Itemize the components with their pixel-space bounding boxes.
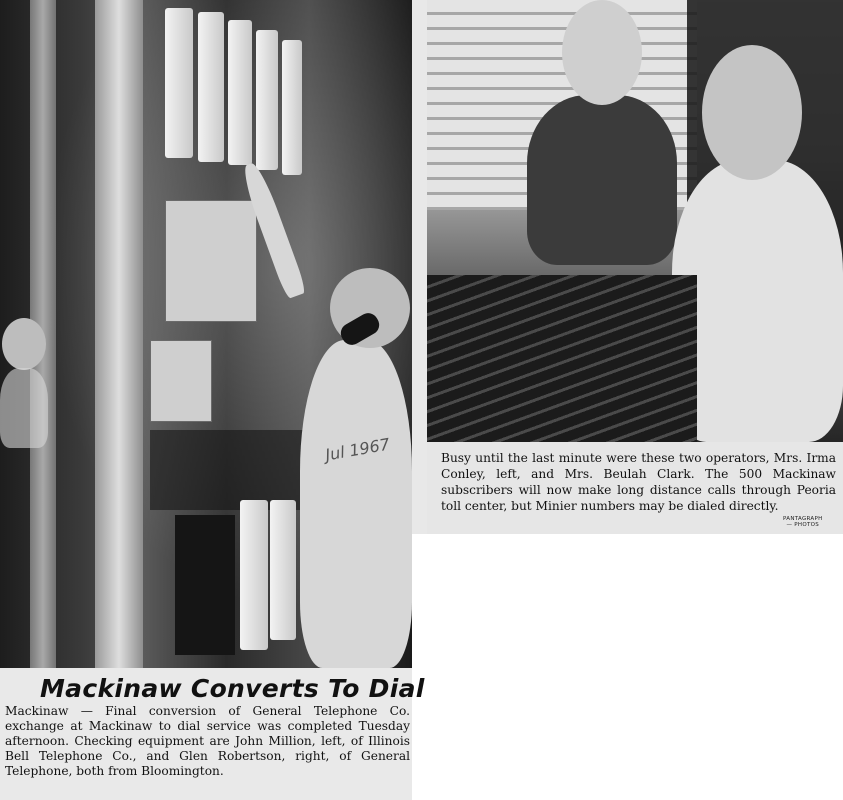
relay-panel	[165, 200, 257, 322]
operator-right-figure	[672, 160, 843, 442]
article-body: Mackinaw — Final conversion of General Telephone Co. exchange at Mackinaw to dial service was completed Tuesday afternoon. Checking equipment are John Million, left, of Illinois Bell Telephone Co., and Glen Robertson, right, of General Telephone, both from Bloomington.	[5, 704, 410, 778]
switchboard	[427, 275, 697, 442]
equipment-box	[175, 515, 235, 655]
equipment-photo	[0, 0, 412, 668]
relay-tube	[270, 500, 296, 640]
handwritten-note: Jul 1967	[323, 434, 392, 465]
relay-tube	[165, 8, 193, 158]
relay-tube	[256, 30, 278, 170]
blank-area	[412, 534, 843, 800]
operators-photo	[427, 0, 843, 442]
article-headline: Mackinaw Converts To Dial	[40, 674, 425, 703]
operator-left-figure	[527, 95, 677, 265]
relay-tube	[240, 500, 268, 650]
photo-credit-line-1: PANTAGRAPH	[783, 516, 823, 522]
relay-panel	[150, 340, 212, 422]
relay-tube	[282, 40, 302, 175]
operator-right-head	[702, 45, 802, 180]
operators-caption: Busy until the last minute were these two operators, Mrs. Irma Conley, left, and Mrs. Beulah Clark. The 500 Mackinaw subscribers will now make long distance calls through Peoria toll center, but Minier numbers may be dialed directly.	[441, 451, 836, 513]
equipment-shadow	[150, 430, 310, 510]
bystander-head	[2, 318, 46, 370]
frame-post	[95, 0, 143, 668]
relay-tube	[228, 20, 252, 165]
photo-credit	[783, 516, 823, 528]
operator-left-head	[562, 0, 642, 105]
relay-tube	[198, 12, 224, 162]
bystander-figure	[0, 368, 48, 448]
photo-credit-line-2: — PHOTOS	[786, 522, 820, 528]
technician-figure	[300, 340, 412, 668]
